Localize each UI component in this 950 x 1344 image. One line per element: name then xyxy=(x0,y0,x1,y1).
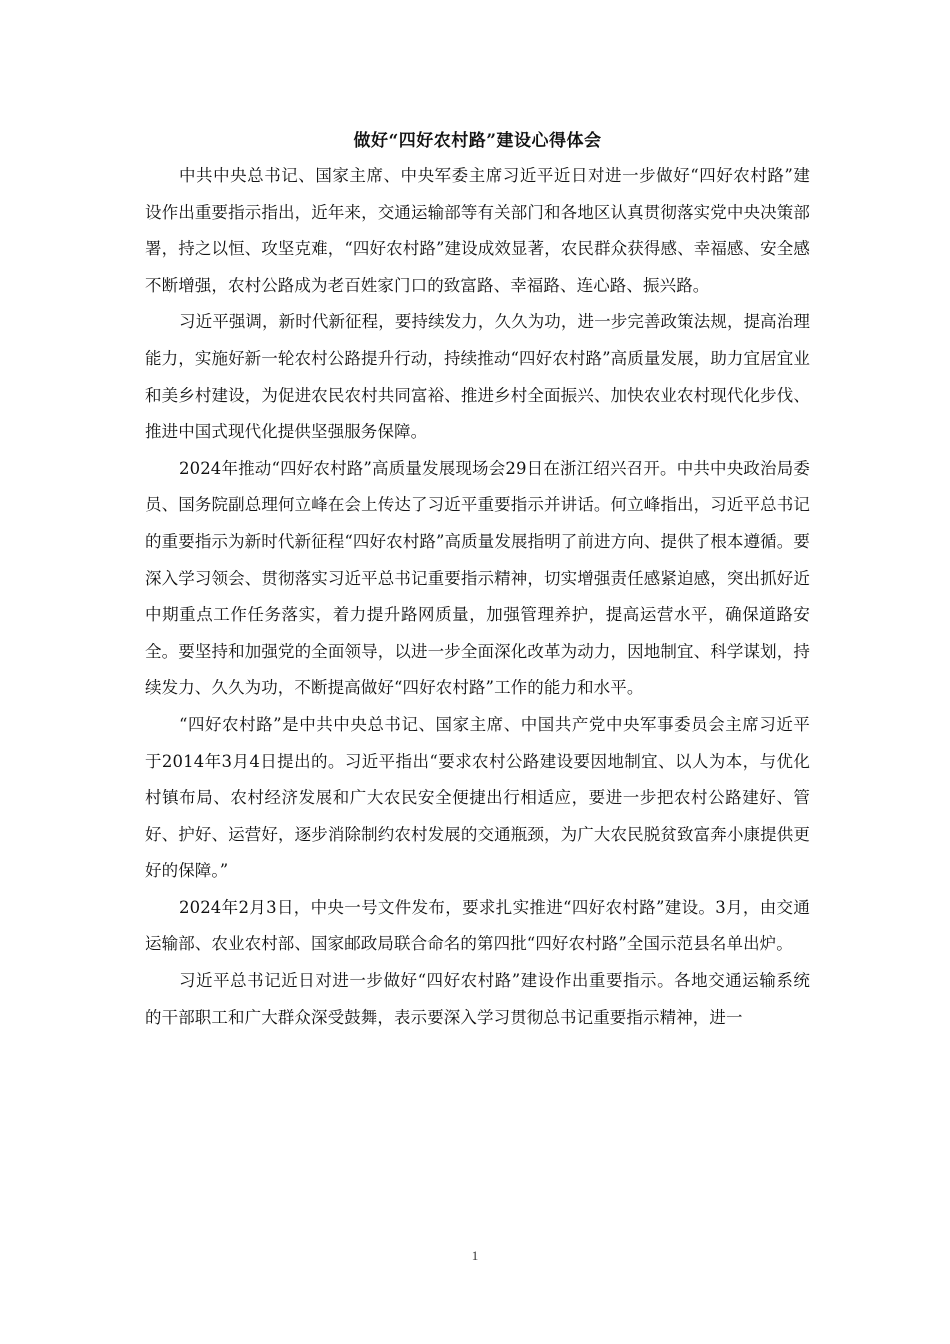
paragraph: 2024年2月3日，中央一号文件发布，要求扎实推进“四好农村路”建设。3月，由交通运输部、农业农村部、国家邮政局联合命名的第四批“四好农村路”全国示范县名单出炉。 xyxy=(145,897,810,954)
paragraph: 中共中央总书记、国家主席、中央军委主席习近平近日对进一步做好“四好农村路”建设作出重要指示指出，近年来，交通运输部等有关部门和各地区认真贯彻落实党中央决策部署，持之以恒、攻坚克难，“四好农村路”建设成效显著，农民群众获得感、幸福感、安全感不断增强，农村公路成为老百姓家门口的致富路、幸福路、连心路、振兴路。 xyxy=(145,166,810,295)
paragraph: 2024年推动“四好农村路”高质量发展现场会29日在浙江绍兴召开。中共中央政治局委员、国务院副总理何立峰在会上传达了习近平重要指示并讲话。何立峰指出，习近平总书记的重要指示为新时代新征程“四好农村路”高质量发展指明了前进方向、提供了根本遵循。要深入学习领会、贯彻落实习近平总书记重要指示精神，切实增强责任感紧迫感，突出抓好近中期重点工作任务落实，着力提升路网质量，加强管理养护，提高运营水平，确保道路安全。要坚持和加强党的全面领导，以进一步全面深化改革为动力，因地制宜、科学谋划，持续发力、久久为功，不断提高做好“四好农村路”工作的能力和水平。 xyxy=(145,458,810,698)
document-title: 做好“四好农村路”建设心得体会 xyxy=(353,131,602,151)
paragraph: 习近平总书记近日对进一步做好“四好农村路”建设作出重要指示。各地交通运输系统的干部职工和广大群众深受鼓舞，表示要深入学习贯彻总书记重要指示精神，进一 xyxy=(145,971,810,1027)
paragraph: 习近平强调，新时代新征程，要持续发力，久久为功，进一步完善政策法规，提高治理能力，实施好新一轮农村公路提升行动，持续推动“四好农村路”高质量发展，助力宜居宜业和美乡村建设，为促进农民农村共同富裕、推进乡村全面振兴、加快农业农村现代化步伐、推进中国式现代化提供坚强服务保障。 xyxy=(145,312,810,442)
paragraph: “四好农村路”是中共中央总书记、国家主席、中国共产党中央军事委员会主席习近平于2014年3月4日提出的。习近平指出“要求农村公路建设要因地制宜、以人为本，与优化村镇布局、农村经济发展和广大农民安全便捷出行相适应，要进一步把农村公路建好、管好、护好、运营好，逐步消除制约农村发展的交通瓶颈，为广大农民脱贫致富奔小康提供更好的保障。” xyxy=(145,714,810,881)
document-body xyxy=(145,128,810,1036)
page-number: 1 xyxy=(471,1248,479,1263)
